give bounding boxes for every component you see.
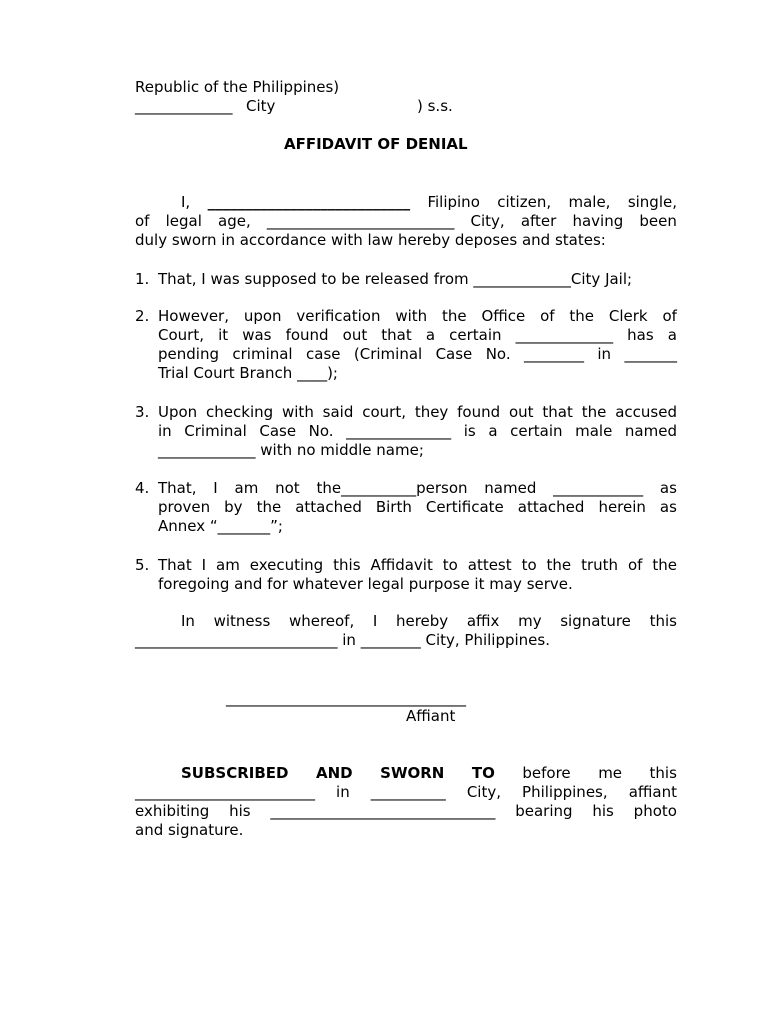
word: herein [598,498,646,516]
word: before [522,764,571,782]
word: I [213,479,218,497]
word: this [649,764,677,782]
word: accused [615,403,677,421]
word: the [441,307,467,325]
word: signature [560,612,631,630]
name-blank: ___________________________ [207,193,411,211]
word: am [234,479,259,497]
word: out [342,326,368,344]
word: named [624,422,677,440]
word: criminal [232,345,293,363]
word: No. [308,422,334,440]
word: the [569,307,595,325]
word: photo [633,802,677,820]
intro-word: male, [568,193,611,211]
word: pending [158,345,219,363]
witness-line-1 [181,612,677,631]
intro-word: legal [165,212,202,230]
item-1-number: 1. [135,270,150,288]
word: male [575,422,613,440]
intro-word: having [572,212,624,230]
word: was [242,326,272,344]
word: that [542,403,573,421]
word: named [484,479,537,497]
item-5-number: 5. [135,556,150,574]
word: exhibiting [135,802,210,820]
item-3-number: 3. [135,403,150,421]
word: the [581,403,607,421]
word: the__________person [316,479,468,497]
word: whereof, [288,612,355,630]
word: Case [435,345,473,363]
item-5-line-1 [158,556,677,575]
word: his [592,802,614,820]
word: Certificate [425,498,504,516]
jurat-line-2 [135,783,677,802]
word: court, [362,403,406,421]
word: to [442,556,458,574]
intro-word: after [520,212,557,230]
intro-word: age, [218,212,251,230]
word: I [372,612,378,630]
jurat-line-1 [181,764,677,783]
word: _______ [624,345,677,363]
word: ______________________________ [270,802,496,820]
word: my [518,612,542,630]
intro-word: I, [181,193,191,211]
word: (Criminal [353,345,423,363]
word: attached [295,498,362,516]
word: attached [517,498,585,516]
word: affix [466,612,500,630]
word: Upon [158,403,198,421]
word: in [597,345,612,363]
word: ______________ [346,422,452,440]
word: by [224,498,243,516]
word: Case [259,422,297,440]
item-2-line-4: Trial Court Branch ____); [158,364,338,382]
word: _____________ [515,326,614,344]
word: However, [158,307,229,325]
word: in [336,783,350,801]
word: of [540,307,555,325]
intro-line-3: duly sworn in accordance with law hereby deposes and states: [135,231,606,249]
jurat-line-3 [135,802,677,821]
intro-word: single, [627,193,677,211]
item-1-line-1: That, I was supposed to be released from _____________City Jail; [158,270,633,288]
word: a [667,326,677,344]
word: City, [466,783,501,801]
word: that [381,326,412,344]
item-3-line-1 [158,403,677,422]
word: with [282,403,314,421]
word: __________ [370,783,446,801]
header-city-blank: _____________ [135,97,233,115]
item-3-line-3: _____________ with no middle name; [158,441,424,459]
word: TO [471,764,495,782]
item-2-line-3 [158,345,677,364]
word: am [216,556,240,574]
intro-word: citizen, [497,193,552,211]
item-4-number: 4. [135,479,150,497]
word: as [659,479,677,497]
word: with [395,307,428,325]
word: the [256,498,282,516]
item-3-line-2 [158,422,677,441]
word: Criminal [184,422,247,440]
word: a [488,422,498,440]
word: a [425,326,436,344]
word: I [201,556,207,574]
intro-line-2 [135,212,677,231]
header-city-label: City [246,97,276,115]
word: proven [158,498,211,516]
word: ________________________ [135,783,315,801]
affiant-signature-line: ________________________________ [226,689,466,707]
intro-word: City, [470,212,505,230]
word: ____________ [553,479,644,497]
word: of [662,307,677,325]
item-2-number: 2. [135,307,150,325]
header-ss: ) s.s. [417,97,453,115]
word: the [546,556,572,574]
affiant-label: Affiant [406,707,456,725]
word: hereby [395,612,449,630]
item-2-line-2 [158,326,677,345]
word: in [158,422,172,440]
word: No. [485,345,511,363]
word: of [627,556,643,574]
word: witness [213,612,271,630]
word: certain [449,326,502,344]
jurat-line-4: and signature. [135,821,244,839]
word: me [598,764,623,782]
header-republic: Republic of the Philippines) [135,78,340,96]
word: SUBSCRIBED [181,764,289,782]
word: Court, [158,326,204,344]
word: it [218,326,229,344]
word: not [275,479,300,497]
intro-word: of [135,212,150,230]
word: is [463,422,476,440]
word: executing [249,556,324,574]
word: That, [158,479,197,497]
word: Philippines, [522,783,608,801]
word: to [521,556,537,574]
word: has [627,326,654,344]
word: affiant [628,783,677,801]
word: said [322,403,354,421]
item-4-line-1 [158,479,677,498]
word: certain [510,422,563,440]
word: as [659,498,677,516]
intro-word: _________________________ [266,212,455,230]
word: truth [581,556,619,574]
word: SWORN [380,764,445,782]
intro-word: Filipino [427,193,480,211]
item-5-line-2: foregoing and for whatever legal purpose it may serve. [158,575,573,593]
word: attest [467,556,512,574]
word: AND [316,764,353,782]
word: his [229,802,251,820]
word: ________ [523,345,584,363]
word: verification [296,307,381,325]
intro-word: been [639,212,677,230]
word: this [333,556,361,574]
item-4-line-2 [158,498,677,517]
word: out [509,403,534,421]
word: Birth [375,498,412,516]
word: Office [481,307,526,325]
word: case [306,345,341,363]
intro-line-1 [181,193,677,212]
word: found [285,326,329,344]
word: checking [206,403,274,421]
word: Affidavit [370,556,433,574]
item-4-line-3: Annex “_______”; [158,517,283,535]
word: bearing [515,802,573,820]
witness-line-2: ___________________________ in ________ City, Philippines. [135,631,550,649]
word: Clerk [608,307,648,325]
word: upon [243,307,282,325]
word: this [649,612,677,630]
word: In [181,612,195,630]
word: found [457,403,501,421]
item-2-line-1 [158,307,677,326]
word: That [158,556,192,574]
word: the [652,556,677,574]
document-title: AFFIDAVIT OF DENIAL [284,135,468,153]
word: they [414,403,449,421]
